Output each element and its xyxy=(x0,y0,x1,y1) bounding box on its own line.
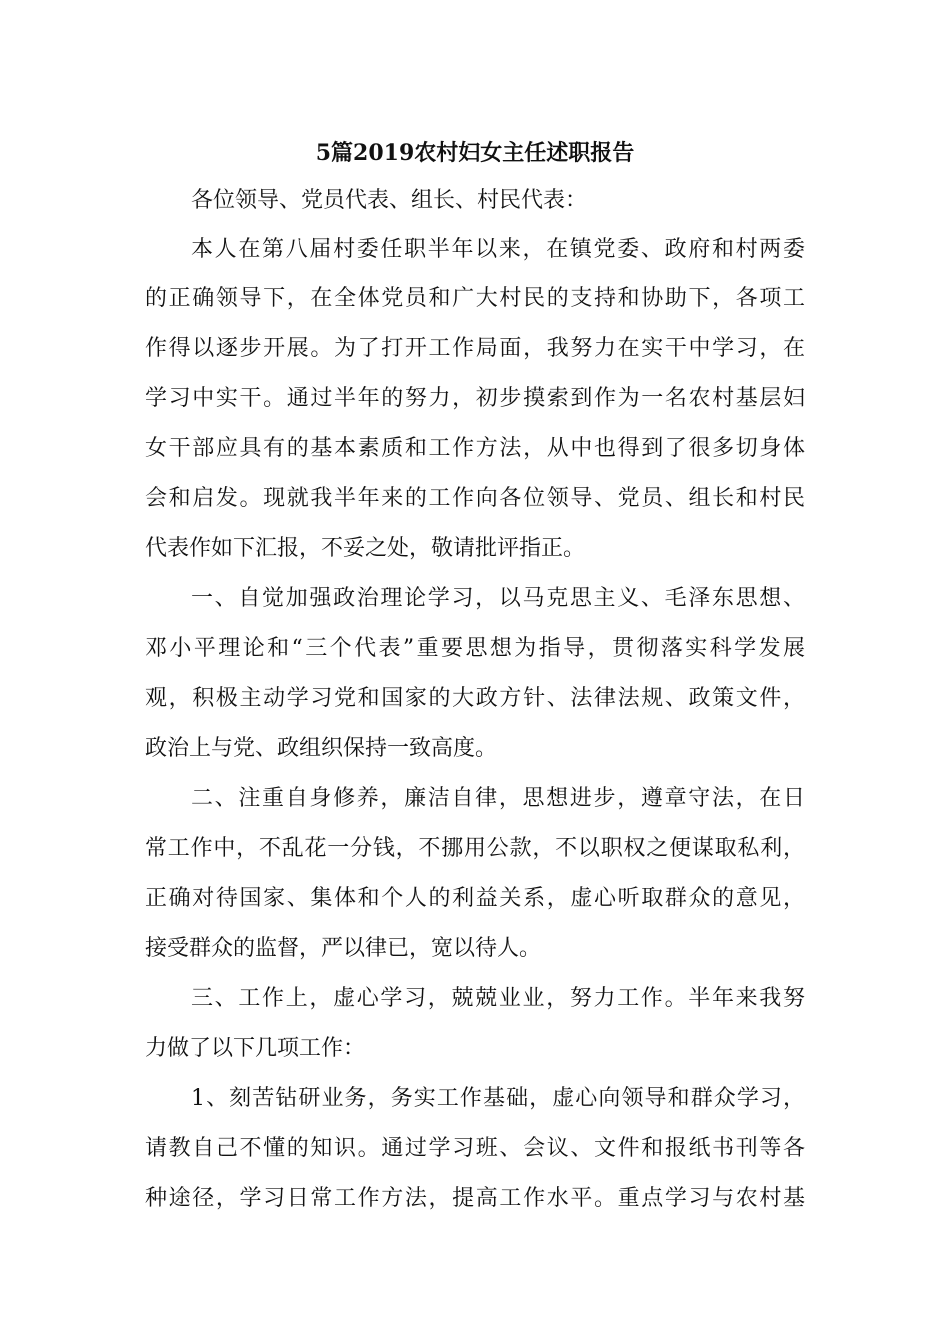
salutation-line: 各位领导、党员代表、组长、村民代表： xyxy=(191,188,588,213)
paragraph-line: 学习中实干。通过半年的努力，初步摸索到作为一名农村基层妇 xyxy=(145,386,805,411)
paragraph-line: 邓小平理论和“三个代表”重要思想为指导，贯彻落实科学发展 xyxy=(145,636,805,661)
paragraph-line: 接受群众的监督，严以律已，宽以待人。 xyxy=(145,936,542,961)
paragraph-line: 观，积极主动学习党和国家的大政方针、法律法规、政策文件， xyxy=(145,686,805,711)
paragraph-line: 本人在第八届村委任职半年以来，在镇党委、政府和村两委 xyxy=(191,237,805,262)
paragraph-line: 种途径，学习日常工作方法，提高工作水平。重点学习与农村基 xyxy=(145,1186,805,1211)
paragraph-line: 女干部应具有的基本素质和工作方法，从中也得到了很多切身体 xyxy=(145,436,805,461)
paragraph-line: 1、刻苦钻研业务，务实工作基础，虚心向领导和群众学习， xyxy=(191,1086,805,1111)
paragraph-line: 正确对待国家、集体和个人的利益关系，虚心听取群众的意见， xyxy=(145,886,805,911)
document-title: 5篇2019农村妇女主任述职报告 xyxy=(315,140,635,166)
paragraph-line: 代表作如下汇报，不妥之处，敬请批评指正。 xyxy=(145,536,586,561)
paragraph-line: 常工作中，不乱花一分钱，不挪用公款，不以职权之便谋取私利， xyxy=(145,836,805,861)
paragraph-line: 请教自己不懂的知识。通过学习班、会议、文件和报纸书刊等各 xyxy=(145,1136,805,1161)
paragraph-line: 会和启发。现就我半年来的工作向各位领导、党员、组长和村民 xyxy=(145,486,805,511)
paragraph-line: 一、自觉加强政治理论学习，以马克思主义、毛泽东思想、 xyxy=(191,586,805,611)
paragraph-line: 三、工作上，虚心学习，兢兢业业，努力工作。半年来我努 xyxy=(191,986,805,1011)
paragraph-line: 力做了以下几项工作： xyxy=(145,1036,366,1061)
paragraph-line: 作得以逐步开展。为了打开工作局面，我努力在实干中学习，在 xyxy=(145,336,805,361)
paragraph-line: 二、注重自身修养，廉洁自律，思想进步，遵章守法，在日 xyxy=(191,786,805,811)
paragraph-line: 政治上与党、政组织保持一致高度。 xyxy=(145,736,498,761)
paragraph-line: 的正确领导下，在全体党员和广大村民的支持和协助下，各项工 xyxy=(145,286,805,311)
